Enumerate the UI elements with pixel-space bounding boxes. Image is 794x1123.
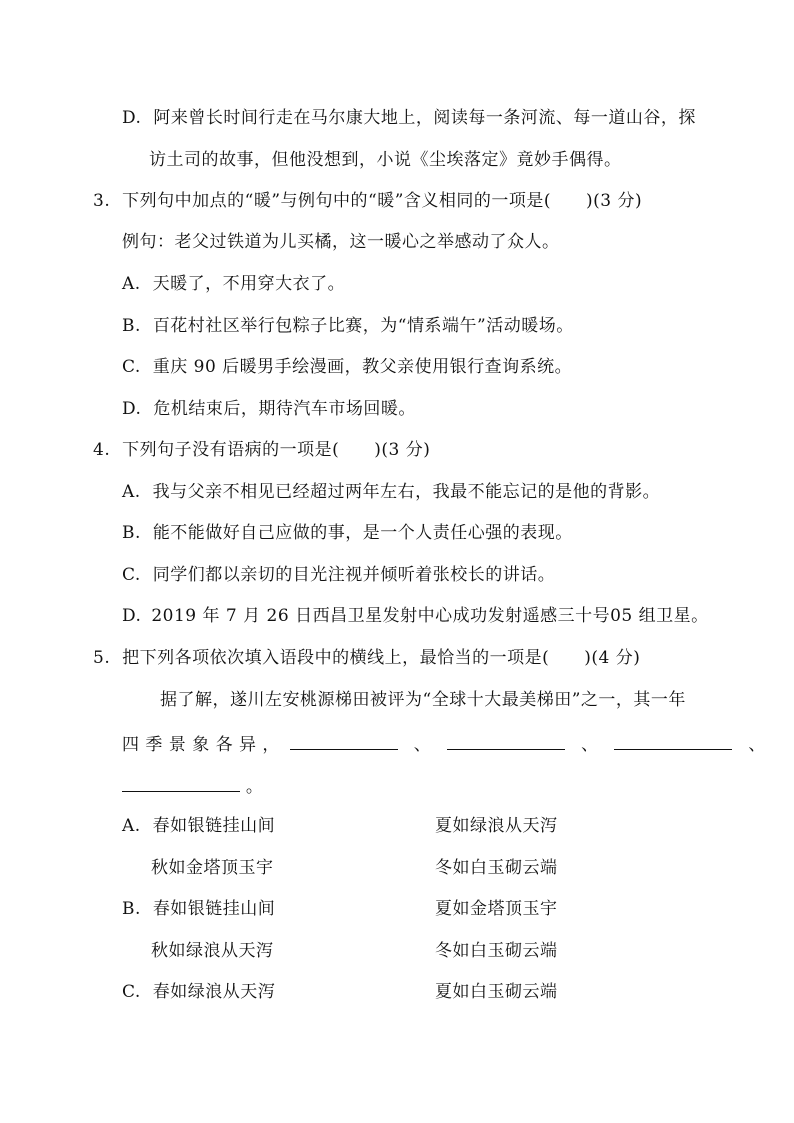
question-4-stem [93,438,430,462]
option-label: B. [122,523,141,543]
option-text: 阿来曾长时间行走在马尔康大地上，阅读每一条河流、每一道山谷，探 [153,108,696,128]
question-number: 4. [93,440,111,460]
question-3-option-c [122,355,572,379]
question-5-passage-line3 [122,773,263,799]
question-4-option-c [122,563,555,587]
option-label: C. [122,982,141,1002]
question-5-option-c-row1 [122,980,275,1004]
separator: 、 [748,735,766,755]
q2-option-d-cont: 访土司的故事，但他没想到，小说《尘埃落定》竟妙手偶得。 [149,150,622,170]
question-3-option-b [122,314,574,338]
option-text: 重庆 90 后暖男手绘漫画，教父亲使用银行查询系统。 [152,357,573,377]
option-label: C. [122,565,141,585]
question-text: 下列句子没有语病的一项是( )(3 分) [122,440,431,460]
question-5-option-b-row2: 秋如绿浪从天泻 [151,941,274,961]
question-5-option-a-row2: 秋如金塔顶玉宇 [151,858,274,878]
option-label: B. [122,899,141,919]
question-5-stem [93,646,640,670]
option-text: 春如银链挂山间 [152,899,276,919]
option-label: D. [122,108,142,128]
passage-text: 四 季 景 象 各 异 ， [122,735,280,755]
question-5-passage-line2 [122,731,766,757]
question-4-option-a [122,480,660,504]
question-5-passage-line1: 据了解，遂川左安桃源梯田被评为“全球十大最美梯田”之一，其一年 [160,690,686,710]
question-number: 5. [93,648,111,668]
option-text: 春如银链挂山间 [152,816,276,836]
fill-blank-1 [290,731,398,750]
option-text: 百花村社区举行包粽子比赛，为“情系端午”活动暖场。 [152,316,574,336]
separator: 、 [581,735,599,755]
question-5-option-b-row1 [122,897,275,921]
option-text: 危机结束后，期待汽车市场回暖。 [153,399,416,419]
option-label: A. [122,482,141,502]
question-4-option-d [122,604,709,628]
passage-end: 。 [245,777,264,797]
option-text: 天暖了，不用穿大衣了。 [152,274,346,294]
option-text: 冬如白玉砌云端 [435,941,558,961]
option-text: 春如绿浪从天泻 [152,982,276,1002]
option-label: A. [122,274,141,294]
question-number: 3. [93,191,111,211]
question-4-option-b [122,521,573,545]
option-text: 能不能做好自己应做的事，是一个人责任心强的表现。 [152,523,573,543]
option-text: 2019 年 7 月 26 日西昌卫星发射中心成功发射遥感三十号05 组卫星。 [151,606,709,626]
question-3-option-d [122,397,416,421]
option-text: 冬如白玉砌云端 [435,858,558,878]
option-label: D. [122,399,142,419]
question-text: 把下列各项依次填入语段中的横线上，最恰当的一项是( )(4 分) [122,648,641,668]
question-3-option-a [122,272,345,296]
question-3-example: 例句：老父过铁道为儿买橘，这一暖心之举感动了众人。 [122,232,560,252]
option-label: B. [122,316,141,336]
option-text: 同学们都以亲切的目光注视并倾听着张校长的讲话。 [152,565,556,585]
option-text: 我与父亲不相见已经超过两年左右，我最不能忘记的是他的背影。 [152,482,661,502]
question-5-option-a-row1 [122,814,275,838]
question-3-stem [93,189,642,213]
option-text: 夏如金塔顶玉宇 [435,899,558,919]
option-text: 夏如绿浪从天泻 [435,816,558,836]
option-text: 夏如白玉砌云端 [435,982,558,1002]
option-label: A. [122,816,141,836]
fill-blank-3 [614,731,732,750]
fill-blank-4 [122,773,240,792]
option-label: D. [122,606,142,626]
separator: 、 [413,735,432,755]
fill-blank-2 [447,731,565,750]
option-label: C. [122,357,141,377]
q2-option-d [122,106,696,130]
question-text: 下列句中加点的“暖”与例句中的“暖”含义相同的一项是( )(3 分) [122,191,643,211]
